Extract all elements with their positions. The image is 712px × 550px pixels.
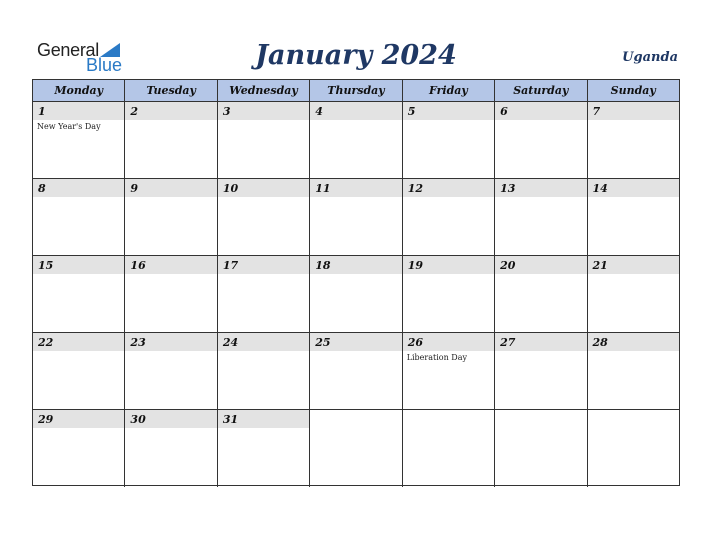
week-row (33, 256, 679, 333)
day-cell (310, 102, 402, 178)
day-number: 8 (38, 182, 46, 195)
day-cell (588, 179, 679, 255)
day-cell (495, 333, 587, 409)
days-of-week-header (33, 80, 679, 102)
day-cell (588, 102, 679, 178)
day-cell (588, 256, 679, 332)
day-cell (495, 102, 587, 178)
day-cell (218, 179, 310, 255)
day-number: 22 (38, 336, 54, 349)
day-number: 26 (407, 336, 423, 349)
day-number: 2 (130, 105, 139, 118)
day-number-band (33, 102, 124, 120)
day-cell (403, 179, 495, 255)
day-number-band (125, 102, 216, 120)
day-cell (218, 410, 310, 487)
calendar-grid (32, 79, 680, 486)
day-number: 30 (130, 413, 146, 426)
day-number: 14 (592, 182, 608, 195)
holiday-label: Liberation Day (406, 353, 467, 362)
day-number: 25 (315, 336, 331, 349)
day-cell (310, 333, 402, 409)
day-number: 6 (500, 105, 508, 118)
day-number-band (403, 102, 494, 120)
day-cell (125, 256, 217, 332)
day-cell (495, 256, 587, 332)
day-number: 10 (222, 182, 239, 195)
holiday-label: New Year's Day (37, 122, 101, 131)
dow-sunday: Sunday (610, 84, 656, 97)
logo-text-general: General (37, 40, 99, 60)
day-cell (218, 256, 310, 332)
day-number: 29 (38, 413, 54, 426)
day-cell (33, 179, 125, 255)
day-number: 18 (315, 259, 331, 272)
weeks-container (33, 102, 679, 487)
dow-monday: Monday (33, 80, 125, 101)
day-cell (403, 333, 495, 409)
day-number: 9 (130, 182, 139, 195)
dow-thursday: Thursday (310, 80, 402, 101)
day-cell (495, 179, 587, 255)
day-cell (125, 410, 217, 487)
day-number: 13 (500, 182, 516, 195)
day-number: 23 (130, 336, 146, 349)
week-row (33, 179, 679, 256)
day-number-band (125, 179, 216, 197)
day-number: 1 (38, 105, 46, 118)
day-cell (33, 102, 125, 178)
day-number-band (218, 102, 309, 120)
day-cell (588, 410, 679, 487)
day-number: 11 (315, 182, 331, 195)
day-number: 15 (38, 259, 54, 272)
day-cell (33, 410, 125, 487)
day-number: 31 (222, 413, 239, 426)
day-number-band (495, 102, 586, 120)
week-row (33, 410, 679, 487)
day-number: 12 (407, 182, 423, 195)
day-cell (310, 256, 402, 332)
day-cell (310, 410, 402, 487)
day-number: 17 (222, 259, 239, 272)
day-number: 24 (222, 336, 239, 349)
day-number-band (33, 179, 124, 197)
day-cell (403, 102, 495, 178)
day-cell (495, 410, 587, 487)
day-number: 4 (315, 105, 323, 118)
day-number: 19 (407, 259, 423, 272)
calendar-title: January 2024 (255, 40, 457, 71)
day-number: 21 (592, 259, 608, 272)
day-number: 3 (222, 105, 231, 118)
dow-saturday: Saturday (495, 80, 587, 101)
country-label: Uganda (622, 50, 678, 65)
day-cell (218, 333, 310, 409)
day-number: 7 (592, 105, 601, 118)
day-number: 5 (407, 105, 416, 118)
day-cell (33, 256, 125, 332)
day-number: 20 (500, 259, 516, 272)
day-number: 16 (130, 259, 146, 272)
day-cell (33, 333, 125, 409)
dow-tuesday: Tuesday (125, 80, 217, 101)
day-cell (125, 102, 217, 178)
day-number-band (588, 102, 679, 120)
day-cell (125, 333, 217, 409)
day-cell (403, 410, 495, 487)
day-cell (403, 256, 495, 332)
day-number: 27 (500, 336, 516, 349)
week-row (33, 333, 679, 410)
day-cell (310, 179, 402, 255)
day-cell (588, 333, 679, 409)
week-row (33, 102, 679, 179)
day-number: 28 (592, 336, 608, 349)
logo-text-blue: Blue (86, 55, 123, 75)
dow-friday: Friday (403, 80, 495, 101)
day-number-band (310, 102, 401, 120)
day-cell (218, 102, 310, 178)
dow-wednesday: Wednesday (218, 80, 310, 101)
generalblue-logo (37, 40, 137, 74)
day-cell (125, 179, 217, 255)
